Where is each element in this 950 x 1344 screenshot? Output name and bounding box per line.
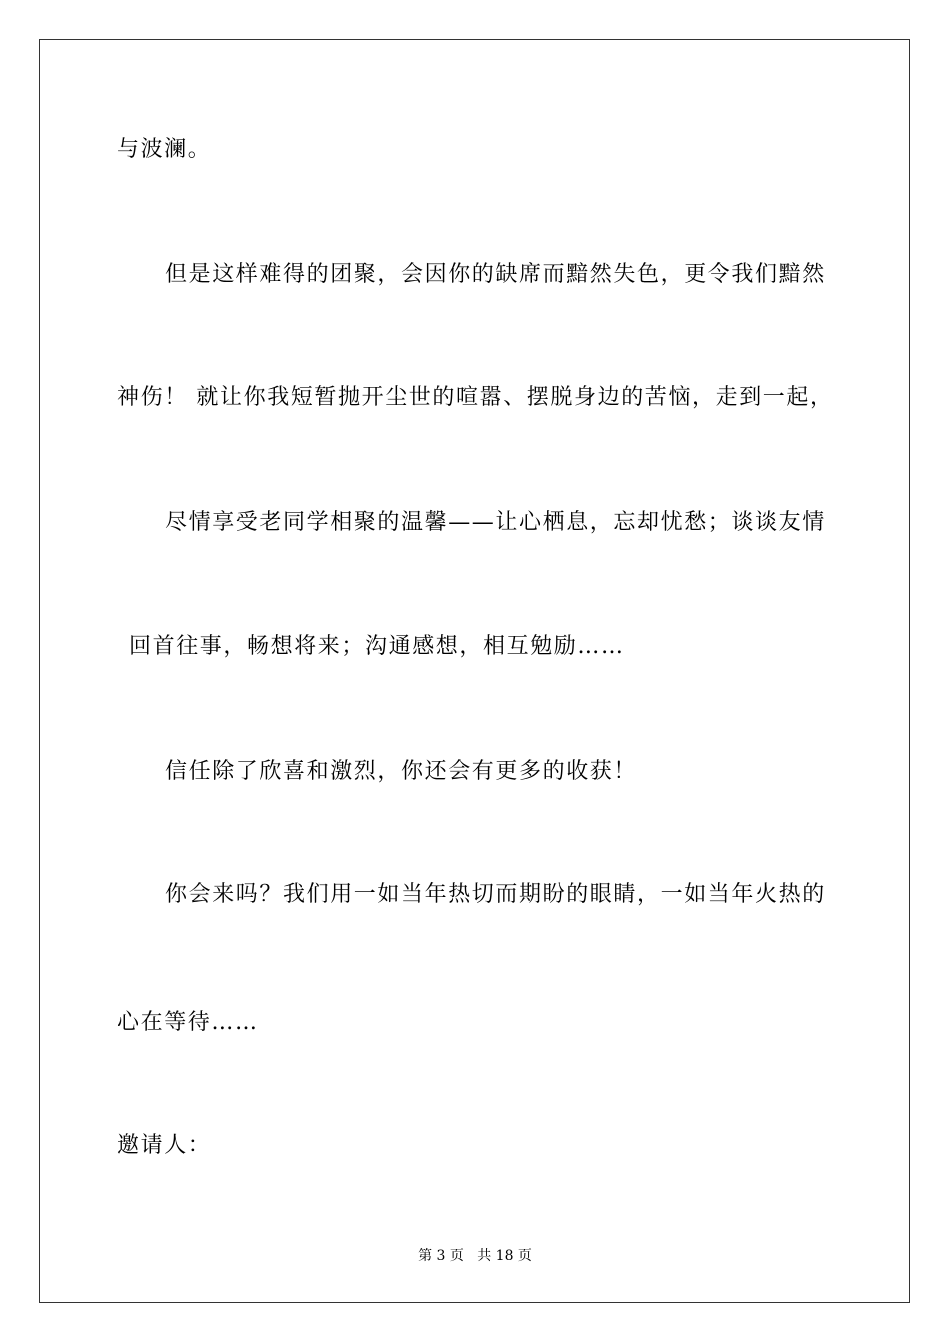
- inviter-label: 邀请人：: [117, 1133, 212, 1158]
- page-number-footer: 第 3 页 共 18 页: [418, 1248, 532, 1264]
- body-text-line: 你会来吗？我们用一如当年热切而期盼的眼睛，一如当年火热的: [165, 882, 826, 907]
- body-text-line: 信任除了欣喜和激烈，你还会有更多的收获！: [165, 759, 638, 784]
- body-text-line: 心在等待……: [117, 1010, 259, 1035]
- body-text-line: 尽情享受老同学相聚的温馨——让心栖息，忘却忧愁；谈谈友情: [165, 510, 826, 535]
- body-text-line: 回首往事，畅想将来；沟通感想，相互勉励……: [129, 634, 625, 659]
- body-text-line: 与波澜。: [117, 137, 212, 162]
- page-border: [39, 39, 910, 1303]
- body-text-line: 但是这样难得的团聚，会因你的缺席而黯然失色，更令我们黯然: [165, 262, 826, 287]
- body-text-line: 神伤！ 就让你我短暂抛开尘世的喧嚣、摆脱身边的苦恼，走到一起，: [117, 385, 834, 410]
